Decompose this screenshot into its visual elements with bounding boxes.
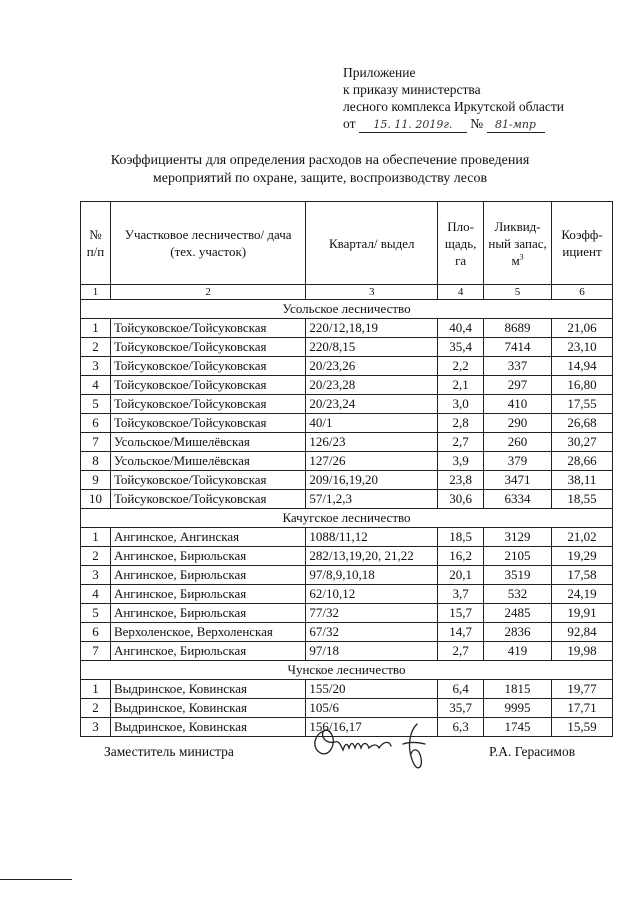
stock-cell: 2105 xyxy=(484,547,552,566)
coef-cell: 26,68 xyxy=(552,414,613,433)
stock-cell: 419 xyxy=(484,642,552,661)
area-cell: 3,0 xyxy=(438,395,484,414)
forestry-cell: Выдринское, Ковинская xyxy=(110,718,305,737)
row-number: 1 xyxy=(81,680,111,699)
header-stock-label: Ликвид-ный запас, м xyxy=(488,218,547,268)
stock-cell: 379 xyxy=(484,452,552,471)
row-number: 7 xyxy=(81,642,111,661)
block-cell: 62/10,12 xyxy=(306,585,438,604)
table-row xyxy=(81,699,613,718)
row-number: 2 xyxy=(81,338,111,357)
block-cell: 282/13,19,20, 21,22 xyxy=(306,547,438,566)
stock-cell: 2836 xyxy=(484,623,552,642)
appendix-block xyxy=(343,64,564,133)
header-block: Квартал/ выдел xyxy=(306,202,438,285)
forestry-cell: Тойсуковское/Тойсуковская xyxy=(110,376,305,395)
date-value: 15. 11. 2019г. xyxy=(359,118,467,133)
area-cell: 2,7 xyxy=(438,433,484,452)
forestry-cell: Тойсуковское/Тойсуковская xyxy=(110,338,305,357)
block-cell: 1088/11,12 xyxy=(306,528,438,547)
appendix-date-line xyxy=(343,115,564,133)
section-title: Усольское лесничество xyxy=(81,300,613,319)
row-number: 6 xyxy=(81,623,111,642)
row-number: 8 xyxy=(81,452,111,471)
stock-cell: 410 xyxy=(484,395,552,414)
column-number: 2 xyxy=(110,285,305,300)
table-row xyxy=(81,680,613,699)
table-row xyxy=(81,414,613,433)
table-row xyxy=(81,338,613,357)
table-row xyxy=(81,604,613,623)
section-row xyxy=(81,661,613,680)
table-row xyxy=(81,433,613,452)
stock-cell: 1815 xyxy=(484,680,552,699)
forestry-cell: Ангинское, Ангинская xyxy=(110,528,305,547)
coef-cell: 30,27 xyxy=(552,433,613,452)
coef-cell: 17,55 xyxy=(552,395,613,414)
stock-cell: 7414 xyxy=(484,338,552,357)
area-cell: 23,8 xyxy=(438,471,484,490)
forestry-cell: Выдринское, Ковинская xyxy=(110,699,305,718)
table-row xyxy=(81,395,613,414)
column-number: 6 xyxy=(552,285,613,300)
table-body xyxy=(81,300,613,737)
section-title: Чунское лесничество xyxy=(81,661,613,680)
block-cell: 40/1 xyxy=(306,414,438,433)
row-number: 9 xyxy=(81,471,111,490)
stock-cell: 3129 xyxy=(484,528,552,547)
block-cell: 67/32 xyxy=(306,623,438,642)
number-value: 81-мпр xyxy=(487,118,545,133)
block-cell: 97/8,9,10,18 xyxy=(306,566,438,585)
number-label: № xyxy=(470,116,484,131)
row-number: 3 xyxy=(81,718,111,737)
column-numbers-row xyxy=(81,285,613,300)
signatory-position: Заместитель министра xyxy=(104,744,234,759)
row-number: 1 xyxy=(81,319,111,338)
area-cell: 40,4 xyxy=(438,319,484,338)
forestry-cell: Тойсуковское/Тойсуковская xyxy=(110,357,305,376)
coef-cell: 14,94 xyxy=(552,357,613,376)
block-cell: 209/16,19,20 xyxy=(306,471,438,490)
stock-cell: 9995 xyxy=(484,699,552,718)
section-row xyxy=(81,300,613,319)
stock-cell: 2485 xyxy=(484,604,552,623)
footer-divider xyxy=(0,879,72,880)
coef-cell: 17,71 xyxy=(552,699,613,718)
forestry-cell: Ангинское, Бирюльская xyxy=(110,604,305,623)
coef-cell: 15,59 xyxy=(552,718,613,737)
block-cell: 126/23 xyxy=(306,433,438,452)
row-number: 5 xyxy=(81,395,111,414)
coef-cell: 28,66 xyxy=(552,452,613,471)
row-number: 10 xyxy=(81,490,111,509)
row-number: 2 xyxy=(81,699,111,718)
table-row xyxy=(81,642,613,661)
area-cell: 3,9 xyxy=(438,452,484,471)
header-num: № п/п xyxy=(81,202,111,285)
coef-cell: 21,02 xyxy=(552,528,613,547)
stock-cell: 8689 xyxy=(484,319,552,338)
block-cell: 20/23,28 xyxy=(306,376,438,395)
area-cell: 3,7 xyxy=(438,585,484,604)
stock-cell: 6334 xyxy=(484,490,552,509)
table-row xyxy=(81,566,613,585)
table-row xyxy=(81,471,613,490)
table-row xyxy=(81,376,613,395)
forestry-cell: Тойсуковское/Тойсуковская xyxy=(110,319,305,338)
area-cell: 14,7 xyxy=(438,623,484,642)
section-title: Качугское лесничество xyxy=(81,509,613,528)
area-cell: 6,3 xyxy=(438,718,484,737)
coef-cell: 19,29 xyxy=(552,547,613,566)
table-row xyxy=(81,547,613,566)
header-row xyxy=(81,202,613,285)
header-forestry: Участковое лесничество/ дача (тех. участок) xyxy=(110,202,305,285)
area-cell: 18,5 xyxy=(438,528,484,547)
forestry-cell: Усольское/Мишелёвская xyxy=(110,433,305,452)
column-number: 1 xyxy=(81,285,111,300)
block-cell: 156/16,17 xyxy=(306,718,438,737)
row-number: 4 xyxy=(81,376,111,395)
column-number: 5 xyxy=(484,285,552,300)
stock-cell: 1745 xyxy=(484,718,552,737)
forestry-cell: Тойсуковское/Тойсуковская xyxy=(110,395,305,414)
coef-cell: 17,58 xyxy=(552,566,613,585)
stock-cell: 3471 xyxy=(484,471,552,490)
area-cell: 6,4 xyxy=(438,680,484,699)
row-number: 3 xyxy=(81,357,111,376)
coefficients-table xyxy=(80,201,613,737)
row-number: 1 xyxy=(81,528,111,547)
appendix-line-2: к приказу министерства xyxy=(343,82,481,97)
block-cell: 220/8,15 xyxy=(306,338,438,357)
block-cell: 105/6 xyxy=(306,699,438,718)
block-cell: 220/12,18,19 xyxy=(306,319,438,338)
section-row xyxy=(81,509,613,528)
forestry-cell: Верхоленское, Верхоленская xyxy=(110,623,305,642)
header-stock-sup: 3 xyxy=(519,252,524,262)
table-row xyxy=(81,528,613,547)
area-cell: 2,2 xyxy=(438,357,484,376)
coef-cell: 19,77 xyxy=(552,680,613,699)
block-cell: 57/1,2,3 xyxy=(306,490,438,509)
stock-cell: 337 xyxy=(484,357,552,376)
forestry-cell: Тойсуковское/Тойсуковская xyxy=(110,414,305,433)
header-stock xyxy=(484,202,552,285)
block-cell: 77/32 xyxy=(306,604,438,623)
header-area: Пло-щадь, га xyxy=(438,202,484,285)
stock-cell: 297 xyxy=(484,376,552,395)
row-number: 6 xyxy=(81,414,111,433)
coef-cell: 19,98 xyxy=(552,642,613,661)
forestry-cell: Выдринское, Ковинская xyxy=(110,680,305,699)
table-row xyxy=(81,357,613,376)
row-number: 5 xyxy=(81,604,111,623)
stock-cell: 290 xyxy=(484,414,552,433)
block-cell: 20/23,24 xyxy=(306,395,438,414)
column-number: 4 xyxy=(438,285,484,300)
block-cell: 97/18 xyxy=(306,642,438,661)
forestry-cell: Ангинское, Бирюльская xyxy=(110,585,305,604)
coef-cell: 16,80 xyxy=(552,376,613,395)
coef-cell: 24,19 xyxy=(552,585,613,604)
forestry-cell: Ангинское, Бирюльская xyxy=(110,642,305,661)
block-cell: 20/23,26 xyxy=(306,357,438,376)
header-coef: Коэфф-ициент xyxy=(552,202,613,285)
area-cell: 35,4 xyxy=(438,338,484,357)
block-cell: 127/26 xyxy=(306,452,438,471)
table-row xyxy=(81,623,613,642)
table-row xyxy=(81,490,613,509)
area-cell: 2,7 xyxy=(438,642,484,661)
area-cell: 15,7 xyxy=(438,604,484,623)
appendix-line-1: Приложение xyxy=(343,65,416,80)
forestry-cell: Тойсуковское/Тойсуковская xyxy=(110,471,305,490)
stock-cell: 3519 xyxy=(484,566,552,585)
block-cell: 155/20 xyxy=(306,680,438,699)
row-number: 4 xyxy=(81,585,111,604)
table-row xyxy=(81,585,613,604)
coef-cell: 38,11 xyxy=(552,471,613,490)
document-title xyxy=(60,152,580,188)
forestry-cell: Ангинское, Бирюльская xyxy=(110,547,305,566)
handwritten-signature xyxy=(305,718,445,778)
coef-cell: 23,10 xyxy=(552,338,613,357)
table-row xyxy=(81,319,613,338)
stock-cell: 532 xyxy=(484,585,552,604)
row-number: 2 xyxy=(81,547,111,566)
area-cell: 2,8 xyxy=(438,414,484,433)
row-number: 7 xyxy=(81,433,111,452)
row-number: 3 xyxy=(81,566,111,585)
appendix-line-3: лесного комплекса Иркутской области xyxy=(343,99,564,114)
forestry-cell: Ангинское, Бирюльская xyxy=(110,566,305,585)
coef-cell: 21,06 xyxy=(552,319,613,338)
table-row xyxy=(81,452,613,471)
area-cell: 35,7 xyxy=(438,699,484,718)
column-number: 3 xyxy=(306,285,438,300)
area-cell: 30,6 xyxy=(438,490,484,509)
stock-cell: 260 xyxy=(484,433,552,452)
area-cell: 2,1 xyxy=(438,376,484,395)
area-cell: 16,2 xyxy=(438,547,484,566)
title-line-2: мероприятий по охране, защите, воспроизводству лесов xyxy=(152,171,488,186)
coef-cell: 19,91 xyxy=(552,604,613,623)
forestry-cell: Усольское/Мишелёвская xyxy=(110,452,305,471)
title-line-1: Коэффициенты для определения расходов на обеспечение проведения xyxy=(110,153,530,168)
forestry-cell: Тойсуковское/Тойсуковская xyxy=(110,490,305,509)
signatory-name: Р.А. Герасимов xyxy=(489,744,576,759)
area-cell: 20,1 xyxy=(438,566,484,585)
from-label: от xyxy=(343,116,356,131)
coef-cell: 18,55 xyxy=(552,490,613,509)
coef-cell: 92,84 xyxy=(552,623,613,642)
